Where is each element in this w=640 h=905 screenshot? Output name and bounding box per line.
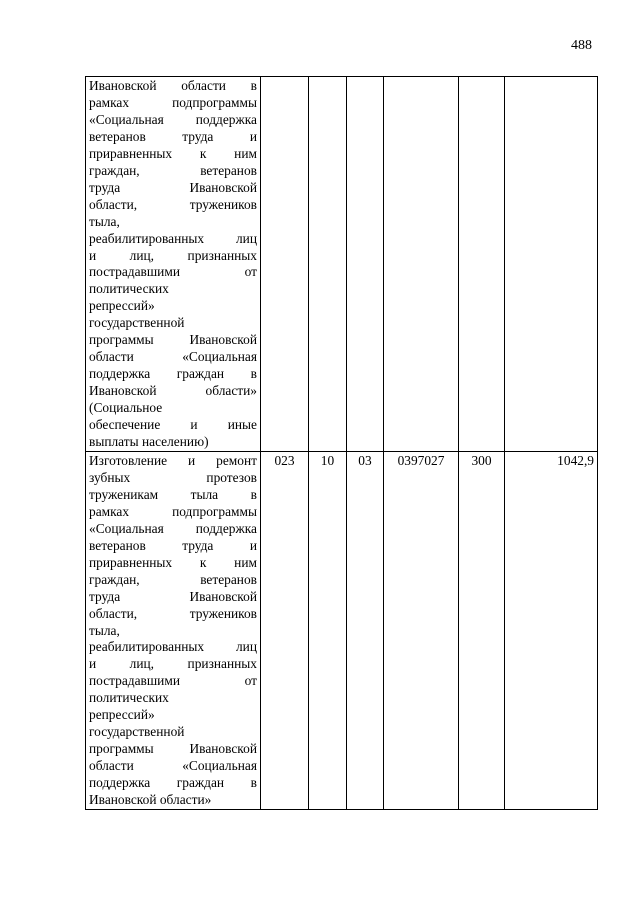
description-line: труда Ивановской [89, 179, 257, 195]
expense-description [86, 451, 261, 809]
description-line: зубных протезов [89, 469, 257, 485]
description-line: граждан, ветеранов [89, 162, 257, 178]
expense-type-cell: 300 [459, 451, 505, 809]
description-line: репрессий» [89, 298, 155, 314]
description-line: ветеранов труда и [89, 128, 257, 144]
description-line: области «Социальная [89, 758, 257, 774]
ministry-code-cell: 023 [261, 451, 309, 809]
page-number: 488 [571, 38, 592, 53]
description-line: области «Социальная [89, 349, 257, 365]
description-line: Изготовление и ремонт [89, 452, 257, 468]
description-line: поддержка граждан в [89, 775, 257, 791]
description-line: области, тружеников [89, 196, 257, 212]
description-line: Ивановской области в [89, 78, 257, 93]
description-line: программы Ивановской [89, 741, 257, 757]
description-line: тыла, [89, 213, 120, 229]
description-line: пострадавшими от [89, 673, 257, 689]
subsection-cell [347, 77, 384, 452]
description-line: выплаты населению) [89, 434, 209, 450]
description-line: обеспечение и иные [89, 417, 257, 433]
table-row [86, 77, 598, 452]
description-line: тыла, [89, 622, 120, 638]
description-line: рамках подпрограммы [89, 94, 257, 110]
table-row [86, 451, 598, 809]
description-line: труженикам тыла в [89, 486, 257, 502]
description-line: приравненных к ним [89, 145, 257, 161]
target-article-cell [384, 77, 459, 452]
section-cell: 10 [309, 451, 347, 809]
description-line: репрессий» [89, 707, 155, 723]
description-line: Ивановской области» [89, 383, 257, 399]
expense-description [86, 77, 261, 452]
description-line: государственной [89, 315, 185, 331]
expense-type-cell [459, 77, 505, 452]
budget-table [85, 76, 598, 810]
target-article-cell: 0397027 [384, 451, 459, 809]
description-line: труда Ивановской [89, 588, 257, 604]
amount-cell [505, 77, 598, 452]
description-line: рамках подпрограммы [89, 503, 257, 519]
description-line: ветеранов труда и [89, 537, 257, 553]
description-line: пострадавшими от [89, 264, 257, 280]
amount-cell: 1042,9 [505, 451, 598, 809]
description-line: поддержка граждан в [89, 366, 257, 382]
description-line: «Социальная поддержка [89, 520, 257, 536]
description-line: Ивановской области» [89, 792, 212, 808]
description-line: программы Ивановской [89, 332, 257, 348]
description-line: «Социальная поддержка [89, 111, 257, 127]
description-line: политических [89, 281, 169, 297]
description-line: реабилитированных лиц [89, 230, 257, 246]
ministry-code-cell [261, 77, 309, 452]
description-line: политических [89, 690, 169, 706]
section-cell [309, 77, 347, 452]
description-line: (Социальное [89, 400, 163, 416]
description-line: и лиц, признанных [89, 656, 257, 672]
description-line: государственной [89, 724, 185, 740]
description-line: граждан, ветеранов [89, 571, 257, 587]
description-line: приравненных к ним [89, 554, 257, 570]
subsection-cell: 03 [347, 451, 384, 809]
description-line: реабилитированных лиц [89, 639, 257, 655]
description-line: области, тружеников [89, 605, 257, 621]
description-line: и лиц, признанных [89, 247, 257, 263]
